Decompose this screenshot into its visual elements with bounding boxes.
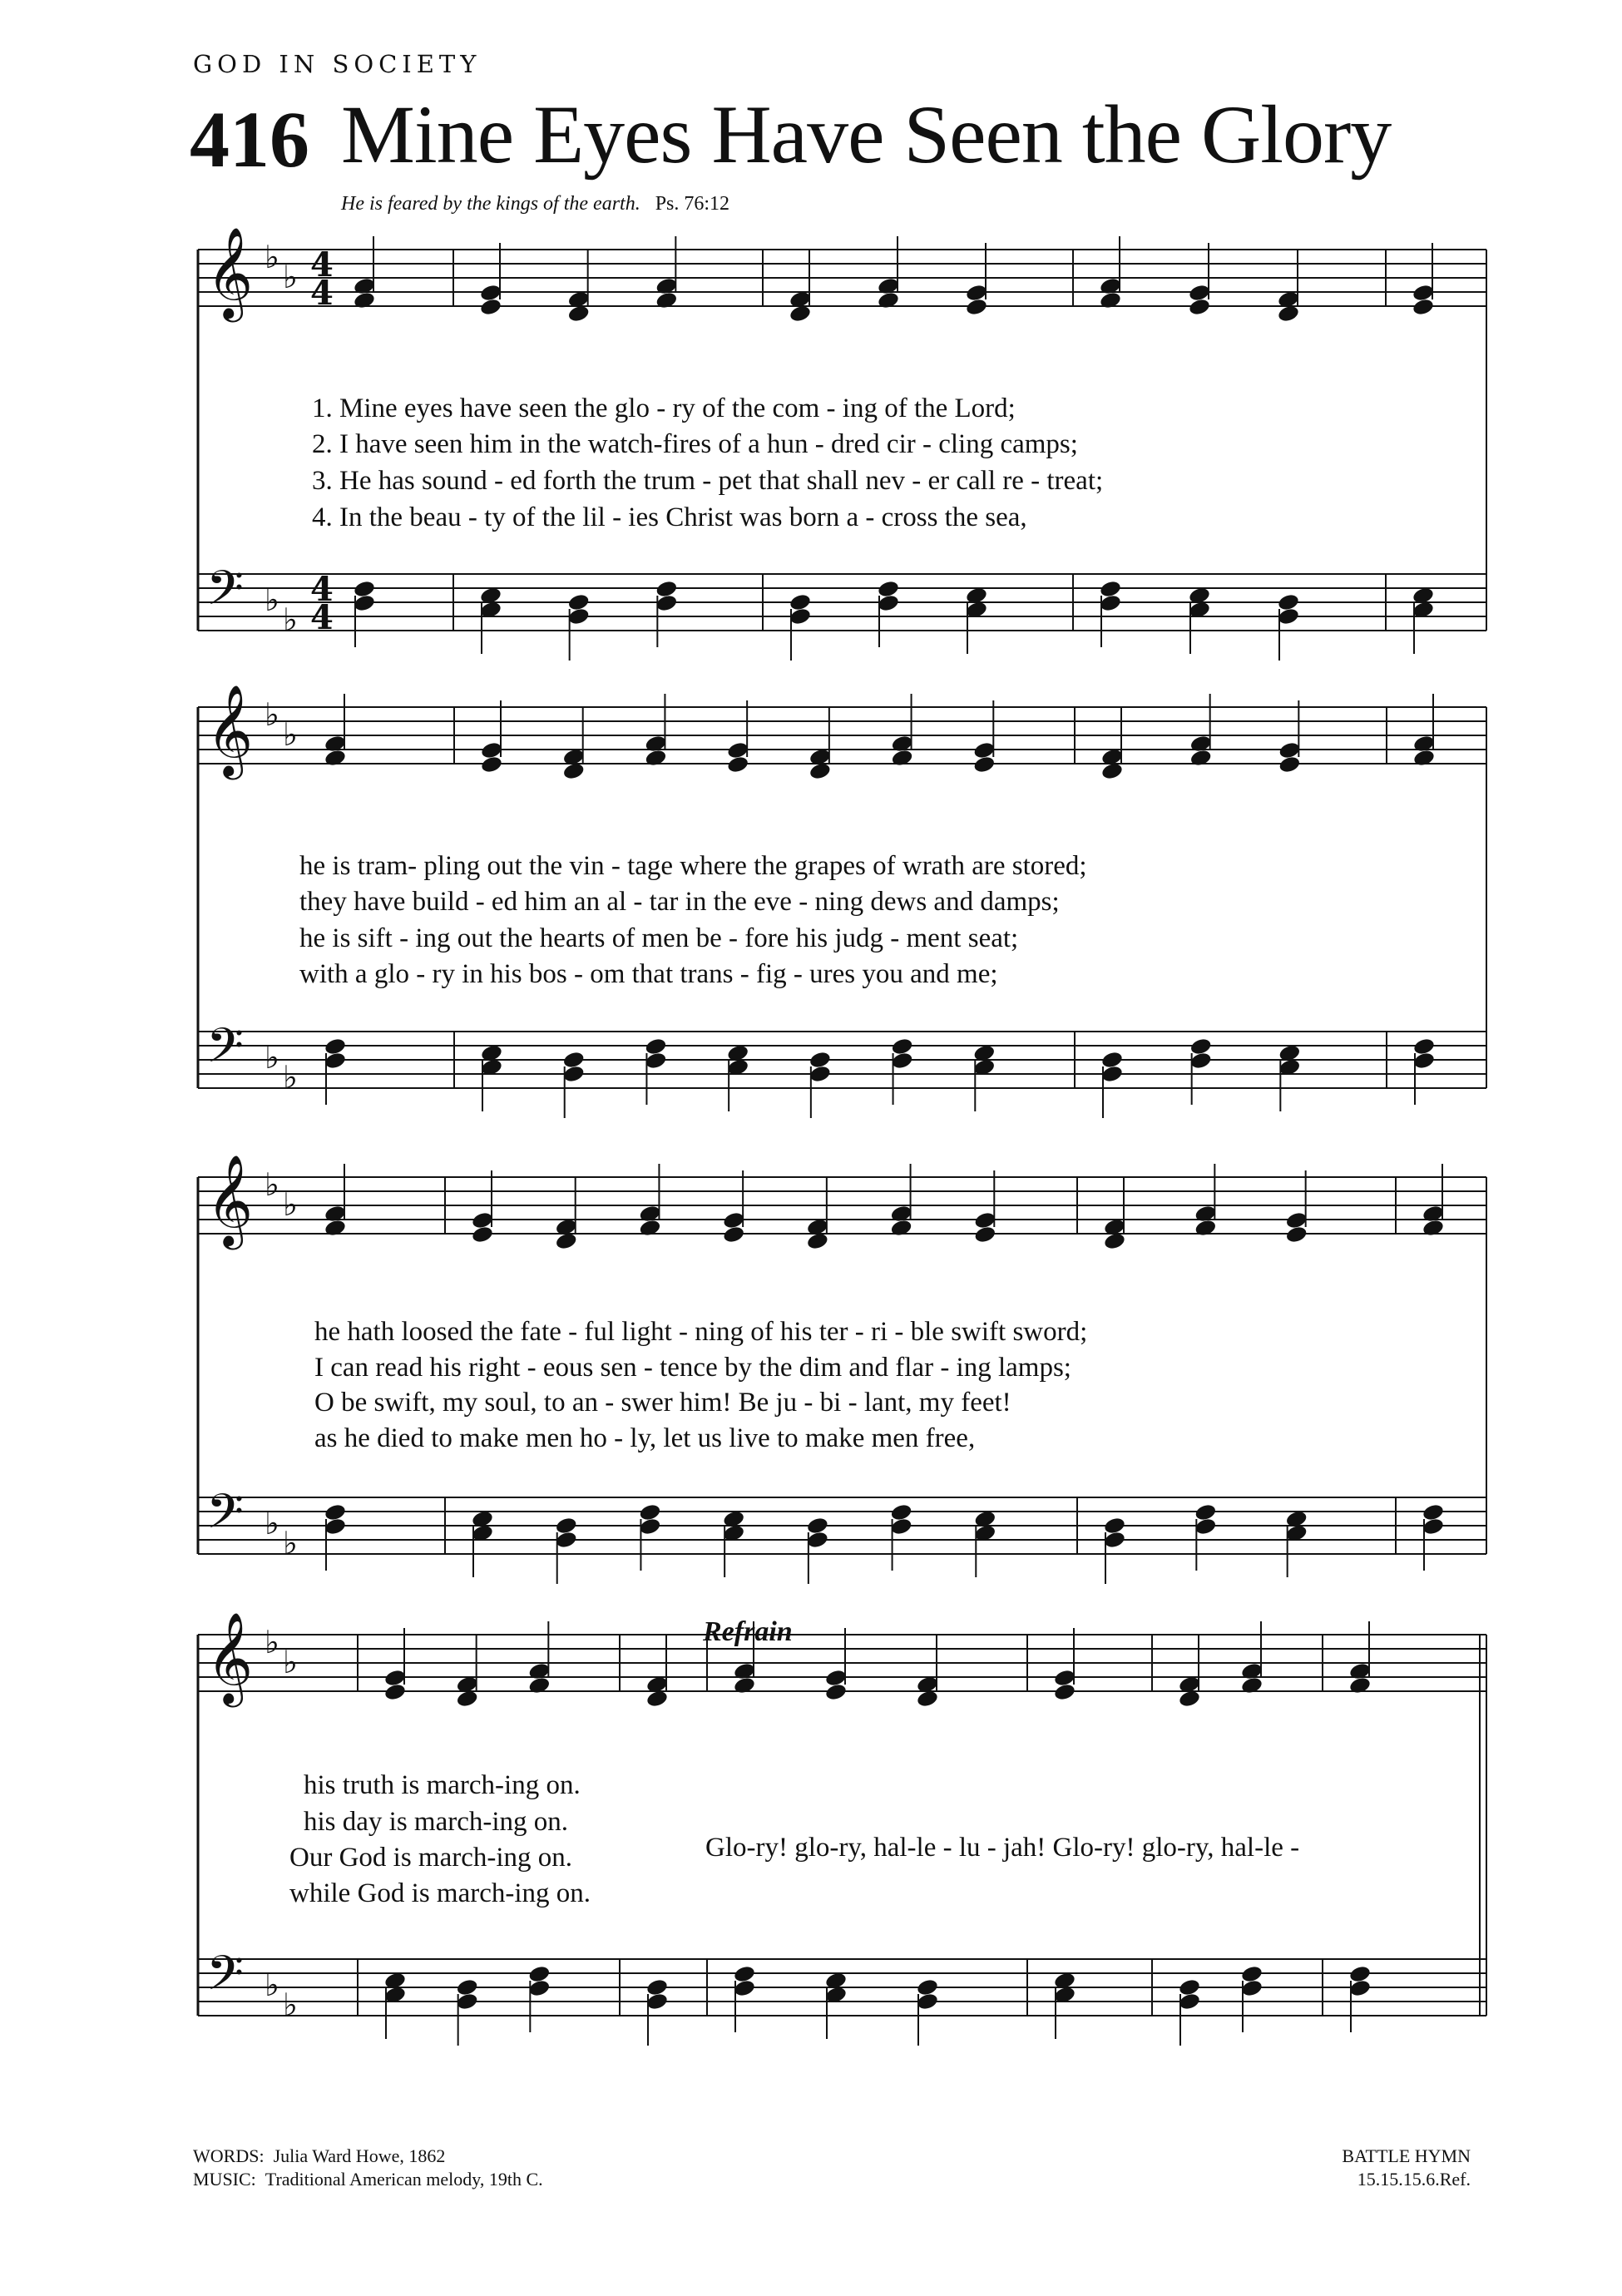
verse-1-line-4: his truth is march-ing on. bbox=[304, 1770, 581, 1800]
note-head bbox=[324, 1204, 347, 1223]
note-head bbox=[1100, 1064, 1124, 1083]
note-head bbox=[471, 1225, 494, 1244]
note-head bbox=[1189, 1037, 1213, 1056]
note-head bbox=[733, 1661, 756, 1680]
note-head bbox=[644, 734, 667, 753]
verse-4-line-4: while God is march-ing on. bbox=[289, 1878, 591, 1908]
verse-3-line-4: Our God is march-ing on. bbox=[289, 1843, 573, 1873]
note-head bbox=[824, 1682, 848, 1701]
note-head bbox=[638, 1517, 661, 1536]
note-head bbox=[891, 748, 914, 767]
flat-icon: ♭ bbox=[283, 716, 298, 753]
note-head bbox=[1348, 1978, 1372, 1997]
note-head bbox=[824, 1668, 848, 1687]
note-head bbox=[877, 290, 900, 309]
verse-2-line-3: I can read his right - eous sen - tence by the dim and flar - ing lamps; bbox=[314, 1353, 1071, 1383]
note-head bbox=[1053, 1668, 1076, 1687]
note-head bbox=[1412, 1037, 1436, 1056]
note-head bbox=[789, 606, 812, 626]
flat-icon: ♭ bbox=[283, 1644, 298, 1680]
note-head bbox=[916, 1992, 939, 2011]
time-signature-digit: 4 bbox=[310, 274, 334, 313]
flat-icon: ♭ bbox=[283, 1186, 298, 1223]
verse-3-line-3: O be swift, my soul, to an - swer him! Be ju - bi - lant, my feet! bbox=[314, 1388, 1011, 1418]
epigraph-reference: Ps. 76:12 bbox=[655, 193, 730, 215]
note-head bbox=[644, 1037, 667, 1056]
note-head bbox=[353, 579, 376, 598]
note-head bbox=[733, 1978, 756, 1997]
note-head bbox=[1099, 593, 1122, 612]
note-head bbox=[1189, 734, 1213, 753]
note-head bbox=[1412, 283, 1435, 302]
words-label: WORDS: bbox=[193, 2145, 265, 2166]
flat-icon: ♭ bbox=[265, 1967, 279, 2003]
note-head bbox=[1422, 1502, 1445, 1522]
note-head bbox=[1103, 1530, 1126, 1549]
verse-2-line-4: his day is march-ing on. bbox=[304, 1807, 569, 1837]
bass-clef-icon: 𝄢 bbox=[206, 1017, 245, 1086]
verse-4-line-2: with a glo - ry in his bos - om that trans - fig - ures you and me; bbox=[299, 959, 998, 989]
note-head bbox=[562, 1064, 586, 1083]
note-head bbox=[1178, 1977, 1201, 1997]
note-head bbox=[965, 283, 988, 302]
time-signature-digit: 4 bbox=[310, 598, 334, 637]
flat-icon: ♭ bbox=[265, 1624, 279, 1660]
note-head bbox=[324, 748, 347, 767]
verse-2-line-1: 2. I have seen him in the watch-fires of a hun - dred cir - cling camps; bbox=[312, 429, 1078, 459]
flat-icon: ♭ bbox=[265, 1505, 279, 1541]
note-head bbox=[1412, 734, 1436, 753]
note-head bbox=[324, 1502, 347, 1522]
note-head bbox=[1100, 1050, 1124, 1069]
note-head bbox=[655, 593, 678, 612]
note-head bbox=[722, 1225, 745, 1244]
note-head bbox=[789, 592, 812, 611]
note-head bbox=[353, 593, 376, 612]
bass-clef-icon: 𝄢 bbox=[206, 1945, 245, 2013]
note-head bbox=[1194, 1502, 1217, 1522]
note-head bbox=[324, 734, 347, 753]
note-head bbox=[324, 1051, 347, 1070]
tune-name: BATTLE HYMN bbox=[1342, 2145, 1471, 2166]
note-head bbox=[877, 593, 900, 612]
note-head bbox=[638, 1502, 661, 1522]
verse-4-line-3: as he died to make men ho - ly, let us live to make men free, bbox=[314, 1423, 976, 1453]
note-head bbox=[383, 1682, 407, 1701]
section-heading: GOD IN SOCIETY bbox=[193, 50, 482, 78]
note-head bbox=[1348, 1675, 1372, 1695]
note-head bbox=[1194, 1204, 1217, 1223]
music-source: Traditional American melody, 19th C. bbox=[265, 2169, 543, 2190]
note-head bbox=[733, 1964, 756, 1983]
note-head bbox=[479, 297, 502, 316]
note-head bbox=[1348, 1964, 1372, 1983]
verse-1-line-3: he hath loosed the fate - ful light - ning of his ter - ri - ble swift sword; bbox=[314, 1317, 1088, 1347]
words-credit bbox=[193, 2145, 445, 2168]
note-head bbox=[1412, 748, 1436, 767]
epigraph-text: He is feared by the kings of the earth. bbox=[341, 193, 640, 215]
note-head bbox=[890, 1218, 913, 1237]
treble-clef-icon: 𝄞 bbox=[206, 227, 254, 319]
refrain-lyrics: Glo-ry! glo-ry, hal-le - lu - jah! Glo-ry! glo-ry, hal-le - bbox=[705, 1833, 1300, 1863]
note-head bbox=[1189, 1051, 1213, 1070]
note-head bbox=[1422, 1517, 1445, 1536]
note-head bbox=[1240, 1978, 1263, 1997]
note-head bbox=[644, 1051, 667, 1070]
note-head bbox=[471, 1210, 494, 1230]
verse-4-line-1: 4. In the beau - ty of the lil - ies Christ was born a - cross the sea, bbox=[312, 502, 1027, 532]
bass-clef-icon: 𝄢 bbox=[206, 1483, 245, 1551]
note-head bbox=[1188, 283, 1211, 302]
verse-1-line-1: 1. Mine eyes have seen the glo - ry of the com - ing of the Lord; bbox=[312, 393, 1016, 423]
note-head bbox=[644, 748, 667, 767]
verse-3-line-1: 3. He has sound - ed forth the trum - pet that shall nev - er call re - treat; bbox=[312, 466, 1104, 496]
note-head bbox=[973, 1210, 996, 1230]
note-head bbox=[1188, 297, 1211, 316]
flat-icon: ♭ bbox=[265, 1039, 279, 1076]
note-head bbox=[567, 592, 591, 611]
note-head bbox=[877, 579, 900, 598]
note-head bbox=[1412, 1051, 1436, 1070]
time-signature-digit: 4 bbox=[310, 570, 334, 609]
flat-icon: ♭ bbox=[283, 1525, 298, 1561]
note-head bbox=[973, 1225, 996, 1244]
note-head bbox=[806, 1516, 829, 1535]
flat-icon: ♭ bbox=[265, 696, 279, 733]
note-head bbox=[1277, 606, 1300, 626]
note-head bbox=[972, 755, 996, 774]
verse-2-line-2: they have build - ed him an al - tar in the eve - ning dews and damps; bbox=[299, 887, 1060, 917]
note-head bbox=[527, 1661, 551, 1680]
time-signature-digit: 4 bbox=[310, 245, 334, 285]
note-head bbox=[1178, 1992, 1201, 2011]
note-head bbox=[480, 755, 503, 774]
note-head bbox=[809, 1064, 832, 1083]
note-head bbox=[527, 1978, 551, 1997]
note-head bbox=[1240, 1661, 1263, 1680]
note-head bbox=[383, 1668, 407, 1687]
note-head bbox=[353, 290, 376, 309]
note-head bbox=[655, 290, 678, 309]
note-head bbox=[456, 1992, 479, 2011]
note-head bbox=[877, 276, 900, 295]
note-head bbox=[1194, 1517, 1217, 1536]
note-head bbox=[555, 1516, 578, 1535]
verse-3-line-2: he is sift - ing out the hearts of men be - fore his judg - ment seat; bbox=[299, 923, 1019, 953]
note-head bbox=[555, 1530, 578, 1549]
note-head bbox=[1099, 276, 1122, 295]
hymn-number: 416 bbox=[190, 95, 309, 184]
note-head bbox=[916, 1977, 939, 1997]
note-head bbox=[965, 297, 988, 316]
flat-icon: ♭ bbox=[265, 239, 279, 275]
note-head bbox=[527, 1675, 551, 1695]
note-head bbox=[1278, 740, 1301, 760]
note-head bbox=[1285, 1225, 1308, 1244]
note-head bbox=[1277, 592, 1300, 611]
treble-clef-icon: 𝄞 bbox=[206, 1612, 254, 1704]
flat-icon: ♭ bbox=[283, 259, 298, 295]
note-head bbox=[479, 283, 502, 302]
note-head bbox=[1053, 1682, 1076, 1701]
flat-icon: ♭ bbox=[283, 1987, 298, 2023]
treble-clef-icon: 𝄞 bbox=[206, 1155, 254, 1246]
words-author: Julia Ward Howe, 1862 bbox=[273, 2145, 446, 2166]
note-head bbox=[722, 1210, 745, 1230]
flat-icon: ♭ bbox=[265, 581, 279, 618]
note-head bbox=[1103, 1516, 1126, 1535]
note-head bbox=[1240, 1675, 1263, 1695]
note-head bbox=[1099, 579, 1122, 598]
note-head bbox=[1189, 748, 1213, 767]
music-credit bbox=[193, 2168, 543, 2191]
note-head bbox=[806, 1530, 829, 1549]
note-head bbox=[567, 606, 591, 626]
note-head bbox=[733, 1675, 756, 1695]
note-head bbox=[324, 1037, 347, 1056]
note-head bbox=[527, 1964, 551, 1983]
meter: 15.15.15.6.Ref. bbox=[1357, 2169, 1471, 2190]
note-head bbox=[890, 1517, 913, 1536]
note-head bbox=[1422, 1218, 1445, 1237]
note-head bbox=[1194, 1218, 1217, 1237]
note-head bbox=[726, 755, 749, 774]
note-head bbox=[891, 1051, 914, 1070]
note-head bbox=[891, 1037, 914, 1056]
note-head bbox=[809, 1050, 832, 1069]
note-head bbox=[1278, 755, 1301, 774]
flat-icon: ♭ bbox=[265, 1166, 279, 1203]
note-head bbox=[655, 276, 678, 295]
note-head bbox=[456, 1977, 479, 1997]
note-head bbox=[890, 1204, 913, 1223]
note-head bbox=[655, 579, 678, 598]
note-head bbox=[562, 1050, 586, 1069]
flat-icon: ♭ bbox=[283, 601, 298, 638]
note-head bbox=[1412, 297, 1435, 316]
note-head bbox=[891, 734, 914, 753]
note-head bbox=[645, 1977, 669, 1997]
music-label: MUSIC: bbox=[193, 2169, 256, 2190]
note-head bbox=[480, 740, 503, 760]
note-head bbox=[890, 1502, 913, 1522]
flat-icon: ♭ bbox=[283, 1059, 298, 1096]
note-head bbox=[1348, 1661, 1372, 1680]
note-head bbox=[324, 1218, 347, 1237]
note-head bbox=[324, 1517, 347, 1536]
hymn-title: Mine Eyes Have Seen the Glory bbox=[341, 88, 1392, 181]
note-head bbox=[972, 740, 996, 760]
note-head bbox=[1240, 1964, 1263, 1983]
note-head bbox=[726, 740, 749, 760]
treble-clef-icon: 𝄞 bbox=[206, 685, 254, 776]
bass-clef-icon: 𝄢 bbox=[206, 560, 245, 628]
note-head bbox=[1099, 290, 1122, 309]
note-head bbox=[1422, 1204, 1445, 1223]
note-head bbox=[1285, 1210, 1308, 1230]
verse-1-line-2: he is tram- pling out the vin - tage where the grapes of wrath are stored; bbox=[299, 851, 1087, 881]
refrain-label: Refrain bbox=[703, 1616, 793, 1647]
note-head bbox=[645, 1992, 669, 2011]
note-head bbox=[638, 1218, 661, 1237]
note-head bbox=[353, 276, 376, 295]
note-head bbox=[638, 1204, 661, 1223]
